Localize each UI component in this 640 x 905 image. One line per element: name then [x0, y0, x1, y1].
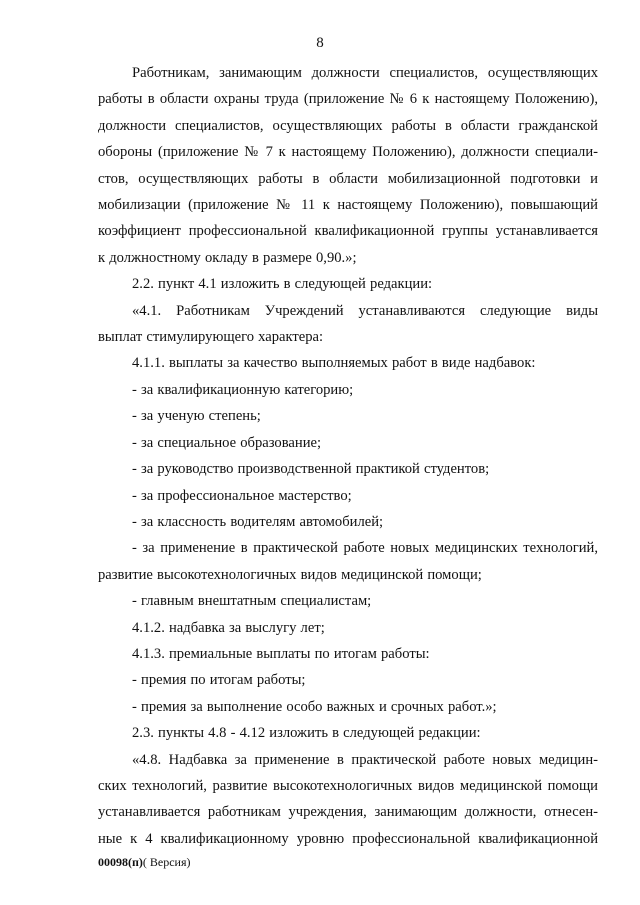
paragraph [98, 403, 598, 429]
paragraph-line: коэффициент профессиональной квалификационной группы устанавливается [98, 223, 598, 240]
document-body [98, 60, 598, 852]
paragraph [98, 430, 598, 456]
paragraph [98, 641, 598, 667]
paragraph-line: 4.1.3. премиальные выплаты по итогам работы: [132, 645, 430, 662]
paragraph [98, 615, 598, 641]
paragraph-line: - за ученую степень; [132, 408, 261, 425]
paragraph-line: - за применение в практической работе новых медицинских технологий, [132, 540, 598, 557]
paragraph-line: - за руководство производственной практикой студентов; [132, 461, 490, 478]
paragraph-line: - за специальное образование; [132, 434, 322, 451]
paragraph-line: должности специалистов, осуществляющих работы в области гражданской [98, 117, 598, 134]
paragraph-line: - за классность водителям автомобилей; [132, 513, 384, 530]
paragraph-line: 4.1.2. надбавка за выслугу лет; [132, 619, 325, 636]
paragraph [98, 456, 598, 482]
paragraph-line: мобилизации (приложение № 11 к настоящему Положению), повышающий [98, 197, 598, 214]
paragraph-line: выплат стимулирующего характера: [98, 329, 324, 346]
paragraph-line: обороны (приложение № 7 к настоящему Положению), должности специали- [98, 144, 598, 161]
paragraph [98, 535, 598, 588]
paragraph [98, 720, 598, 746]
paragraph-line: 4.1.1. выплаты за качество выполняемых работ в виде надбавок: [132, 355, 536, 372]
footer-document-code: 00098(п) [98, 855, 143, 869]
paragraph-line: Работникам, занимающим должности специалистов, осуществляющих [132, 65, 598, 81]
paragraph [98, 350, 598, 376]
paragraph [98, 483, 598, 509]
paragraph-line: «4.8. Надбавка за применение в практической работе новых медицин- [132, 751, 598, 768]
paragraph [98, 509, 598, 535]
paragraph [98, 271, 598, 297]
paragraph-line: «4.1. Работникам Учреждений устанавливаются следующие виды [132, 302, 598, 319]
paragraph [98, 377, 598, 403]
paragraph [98, 694, 598, 720]
document-footer-code [98, 855, 191, 869]
paragraph-line: работы в области охраны труда (приложение № 6 к настоящему Положению), [98, 91, 598, 108]
paragraph-line: - премия по итогам работы; [132, 672, 306, 689]
paragraph-line: стов, осуществляющих работы в области мобилизационной подготовки и [98, 170, 598, 187]
paragraph-line: - главным внештатным специалистам; [132, 593, 372, 610]
paragraph-line: 2.3. пункты 4.8 - 4.12 изложить в следующей редакции: [132, 725, 481, 742]
page-number: 8 [316, 35, 324, 51]
paragraph [98, 60, 598, 271]
paragraph-line: - за профессиональное мастерство; [132, 487, 352, 504]
paragraph-line: ских технологий, развитие высокотехнологичных видов медицинской помощи [98, 777, 598, 794]
paragraph [98, 667, 598, 693]
paragraph-line: устанавливается работникам учреждения, занимающим должности, отнесен- [98, 804, 598, 821]
paragraph [98, 298, 598, 351]
paragraph-line: 2.2. пункт 4.1 изложить в следующей редакции: [132, 276, 433, 293]
footer-version-label: ( Версия) [142, 855, 191, 869]
paragraph [98, 747, 598, 853]
paragraph [98, 588, 598, 614]
paragraph-line: - за квалификационную категорию; [132, 381, 354, 398]
paragraph-line: ные к 4 квалификационному уровню профессиональной квалификационной [98, 830, 598, 847]
paragraph-line: - премия за выполнение особо важных и срочных работ.»; [132, 698, 497, 715]
paragraph-line: к должностному окладу в размере 0,90.»; [98, 249, 357, 266]
paragraph-line: развитие высокотехнологичных видов медицинской помощи; [98, 566, 482, 583]
